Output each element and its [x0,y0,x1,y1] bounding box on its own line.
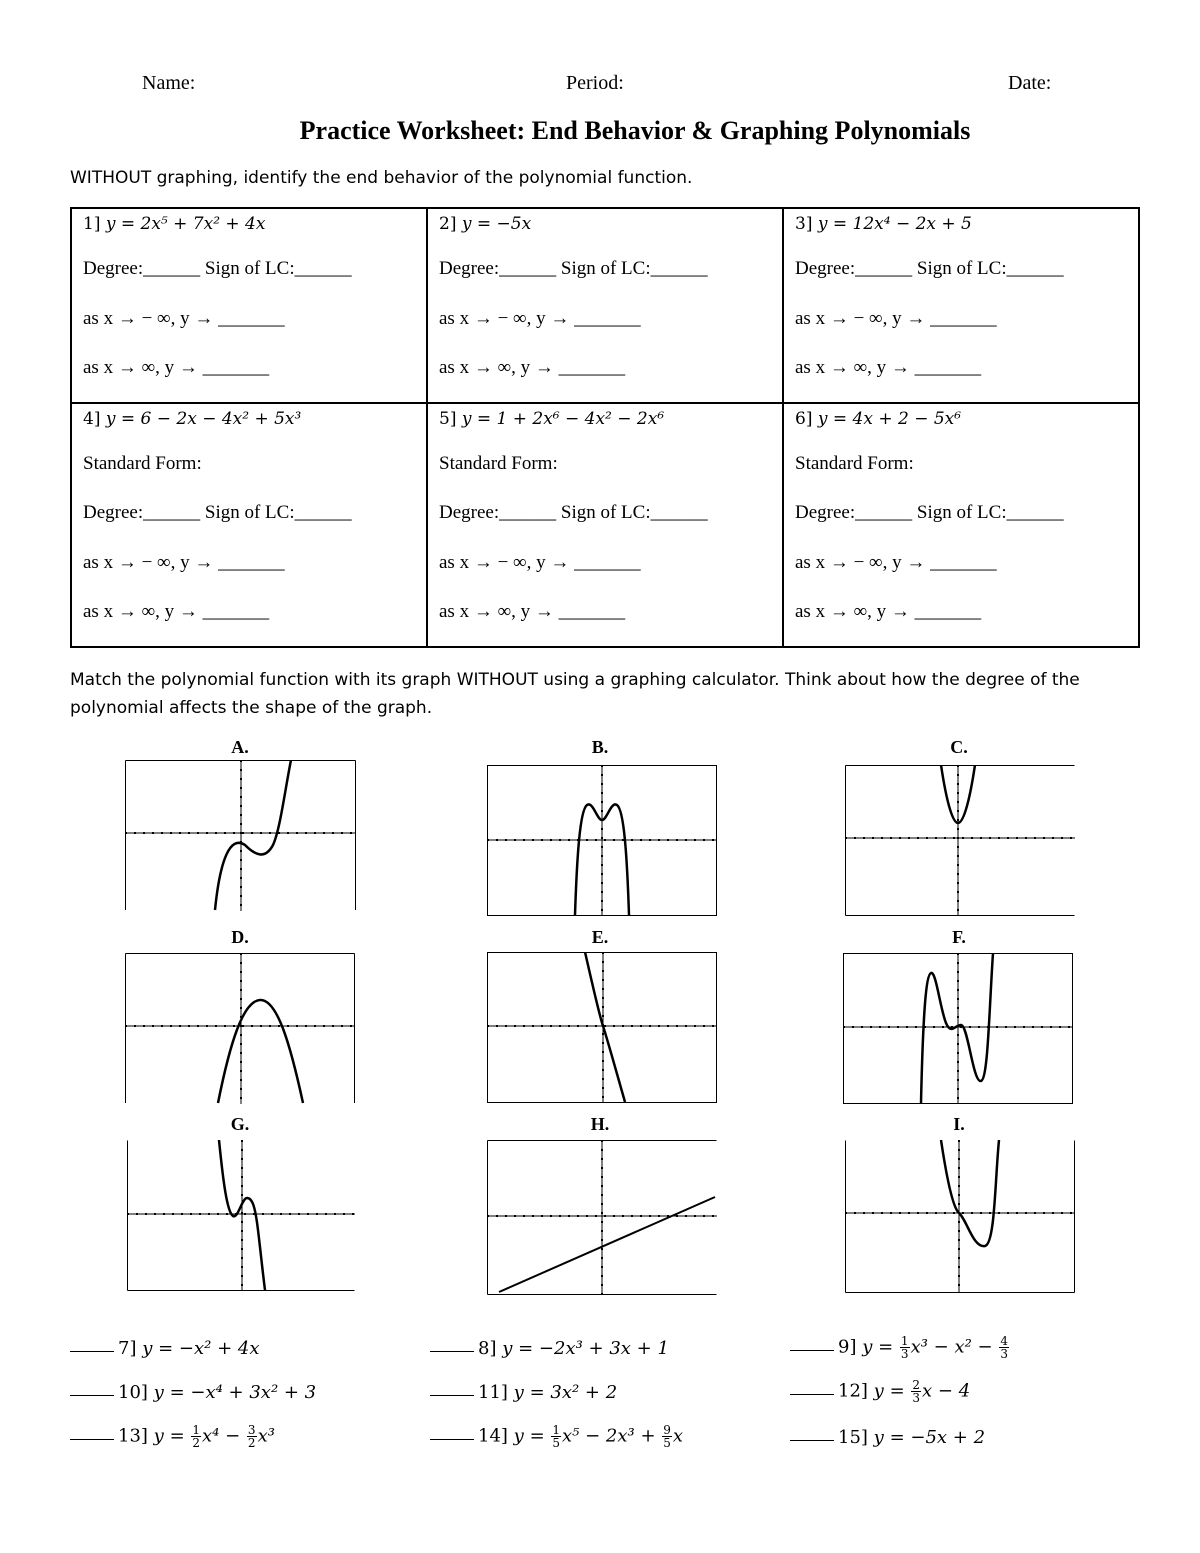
item-equation-start: y = [873,1380,911,1402]
denominator: 3 [1000,1347,1008,1361]
denominator: 5 [552,1436,561,1450]
matching-item-13 [70,1424,275,1449]
matching-item-7 [70,1338,260,1359]
answer-blank[interactable] [70,1439,114,1440]
problem-equation: y = 4x + 2 − 5x⁶ [817,408,962,429]
degree-line: Degree:______ Sign of LC:______ [83,258,352,279]
problem-equation: y = 12x⁴ − 2x + 5 [817,214,972,234]
numerator: 2 [912,1378,921,1392]
problem-equation: y = 2x⁵ + 7x² + 4x [105,214,266,234]
degree-line: Degree:______ Sign of LC:______ [795,502,1064,523]
page-title: Practice Worksheet: End Behavior & Graphing Polynomials [299,116,971,145]
neg-inf-line: as x → − ∞, y → _______ [83,307,285,329]
numerator: 1 [552,1423,561,1437]
problem-equation: y = 1 + 2x⁶ − 4x² − 2x⁶ [461,408,665,429]
numerator: 9 [663,1423,671,1437]
graph-b [487,765,717,916]
item-equation-middle: x⁴ − [202,1425,246,1447]
graph-label-a: A. [231,737,249,757]
degree-line: Degree:______ Sign of LC:______ [439,258,708,279]
item-number: 11] [478,1382,508,1403]
problem-number: 2] [439,214,457,234]
item-equation: y = 3x² + 2 [513,1382,618,1403]
standard-form-line: Standard Form: [795,452,914,474]
neg-inf-line: as x → − ∞, y → _______ [795,307,997,329]
fraction [191,1424,201,1449]
pos-inf-line: as x → ∞, y → _______ [795,357,982,378]
item-number: 12] [838,1380,868,1402]
item-number: 15] [838,1427,868,1448]
graph-label-b: B. [591,737,609,757]
answer-blank[interactable] [70,1351,114,1352]
matching-item-9 [790,1335,1010,1360]
problem-cell-4 [71,403,427,647]
neg-inf-line: as x → − ∞, y → _______ [439,307,641,329]
answer-blank[interactable] [790,1440,834,1441]
answer-blank[interactable] [790,1350,834,1351]
graph-label-i: I. [953,1114,965,1134]
problem-equation: y = −5x [461,214,532,234]
item-equation-end: x³ [257,1425,275,1447]
neg-inf-line: as x → − ∞, y → _______ [83,551,285,573]
standard-form-line: Standard Form: [83,452,202,474]
graph-e [487,952,717,1103]
matching-item-10 [70,1382,316,1403]
degree-line: Degree:______ Sign of LC:______ [795,258,1064,279]
problem-cell-5 [427,403,783,647]
matching-item-15 [790,1427,985,1448]
item-number: 9] [838,1336,857,1358]
item-number: 10] [118,1382,148,1403]
item-number: 8] [478,1338,497,1359]
item-equation: y = −x⁴ + 3x² + 3 [153,1382,317,1403]
graph-label-d: D. [231,927,249,947]
problem-number: 5] [439,408,457,429]
problem-cell-2 [427,208,783,403]
problem-equation: y = 6 − 2x − 4x² + 5x³ [105,408,302,429]
graph-h [487,1140,717,1295]
problem-number: 6] [795,408,813,429]
item-equation: y = −x² + 4x [142,1338,260,1359]
neg-inf-line: as x → − ∞, y → _______ [795,551,997,573]
fraction [662,1424,672,1449]
item-number: 14] [478,1425,508,1447]
graph-c [845,765,1075,916]
fraction [551,1424,561,1449]
problem-cell-1 [71,208,427,403]
pos-inf-line: as x → ∞, y → _______ [795,601,982,622]
graph-label-c: C. [950,737,968,757]
matching-item-8 [430,1338,669,1359]
item-equation-start: y = [513,1425,551,1447]
period-label: Period: [566,72,624,94]
degree-line: Degree:______ Sign of LC:______ [439,502,708,523]
denominator: 5 [663,1436,671,1450]
graph-i [845,1140,1075,1293]
graph-label-g: G. [230,1114,250,1134]
matching-item-14 [430,1424,683,1449]
graph-f [843,953,1073,1104]
fraction [900,1335,910,1360]
fraction [247,1424,257,1449]
table-row [71,208,1139,403]
graph-d [125,953,355,1104]
answer-blank[interactable] [430,1439,474,1440]
answer-blank[interactable] [430,1395,474,1396]
graph-label-f: F. [952,927,966,947]
item-number: 13] [118,1425,148,1447]
item-equation-end: x [672,1425,684,1447]
item-equation: y = −5x + 2 [873,1427,986,1448]
denominator: 2 [192,1436,201,1450]
numerator: 3 [247,1423,256,1437]
graph-g [127,1140,355,1291]
degree-line: Degree:______ Sign of LC:______ [83,502,352,523]
end-behavior-table [70,207,1140,648]
item-equation: y = −2x³ + 3x + 1 [502,1338,669,1359]
problem-number: 1] [83,214,101,234]
matching-item-11 [430,1382,617,1403]
graph-a [125,760,356,911]
standard-form-line: Standard Form: [439,452,558,474]
instructions-end-behavior: WITHOUT graphing, identify the end behavior of the polynomial function. [70,168,693,188]
graph-label-e: E. [591,927,609,947]
pos-inf-line: as x → ∞, y → _______ [439,601,626,622]
numerator: 1 [900,1334,909,1348]
item-equation-start: y = [153,1425,191,1447]
graph-label-h: H. [590,1114,610,1134]
neg-inf-line: as x → − ∞, y → _______ [439,551,641,573]
answer-blank[interactable] [70,1395,114,1396]
pos-inf-line: as x → ∞, y → _______ [83,357,270,378]
item-equation-middle: x³ − x² − [910,1336,999,1358]
instructions-matching: Match the polynomial function with its graph WITHOUT using a graphing calculator. Think about how the degree of the polynomial affects the shape of the graph. [70,670,1080,718]
pos-inf-line: as x → ∞, y → _______ [439,357,626,378]
answer-blank[interactable] [790,1394,834,1395]
answer-blank[interactable] [430,1351,474,1352]
name-label: Name: [142,72,196,94]
table-row [71,403,1139,647]
denominator: 2 [247,1436,256,1450]
denominator: 3 [912,1391,921,1405]
numerator: 1 [192,1423,201,1437]
problem-cell-3 [783,208,1139,403]
pos-inf-line: as x → ∞, y → _______ [83,601,270,622]
item-number: 7] [118,1338,137,1359]
denominator: 3 [900,1347,909,1361]
date-label: Date: [1008,72,1052,94]
problem-number: 3] [795,214,813,234]
item-equation-start: y = [862,1336,899,1358]
fraction [911,1379,921,1404]
numerator: 4 [1000,1334,1008,1348]
problem-number: 4] [83,408,101,429]
item-equation-middle: x⁵ − 2x³ + [562,1425,662,1447]
item-equation-middle: x − 4 [922,1380,971,1402]
fraction [999,1335,1009,1360]
matching-item-12 [790,1379,970,1404]
problem-cell-6 [783,403,1139,647]
